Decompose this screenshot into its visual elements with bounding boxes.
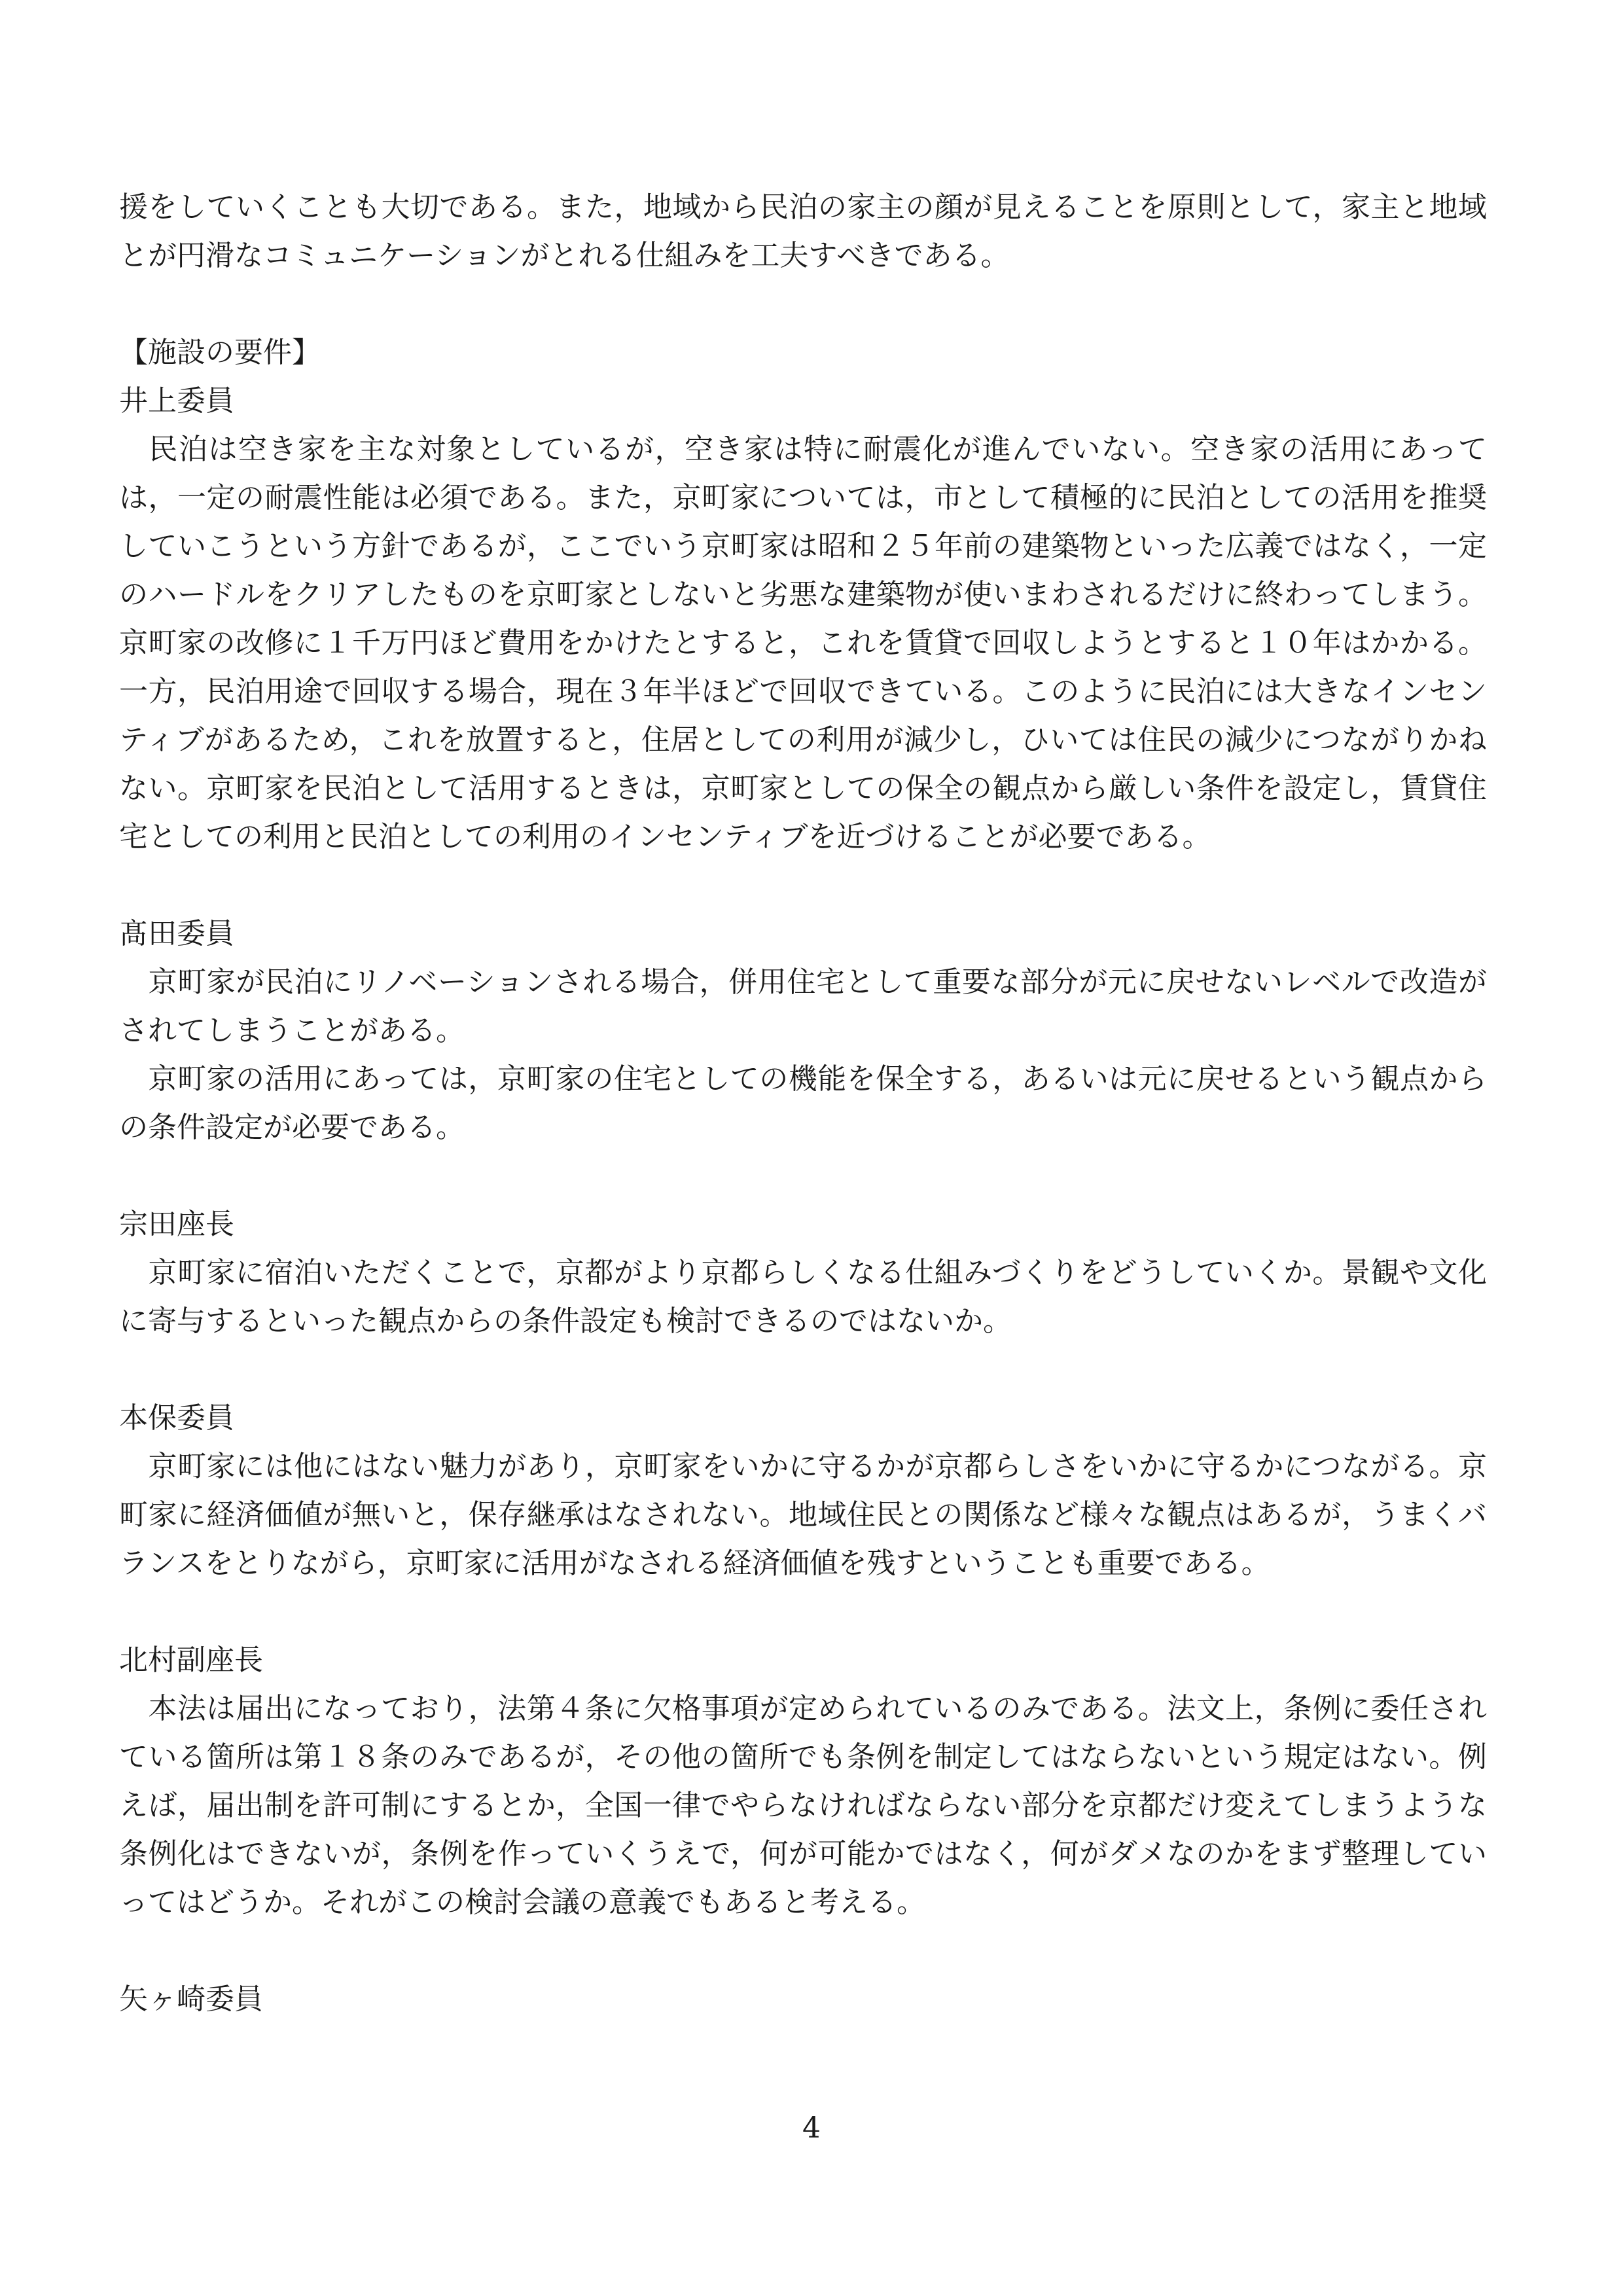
spacer <box>119 280 1487 329</box>
speaker-paragraph: 京町家の活用にあっては，京町家の住宅としての機能を保全する，あるいは元に戻せるという観点からの条件設定が必要である。 <box>119 1062 1487 1144</box>
speaker-name: 宗田座長 <box>119 1208 234 1241</box>
speaker-name: 井上委員 <box>119 384 234 418</box>
speaker-name: 本保委員 <box>119 1401 234 1435</box>
speaker-name: 北村副座長 <box>119 1643 263 1677</box>
speaker-paragraph: 京町家が民泊にリノベーションされる場合，併用住宅として重要な部分が元に戻せないレベルで改造がされてしまうことがある。 <box>119 965 1487 1047</box>
spacer <box>119 1152 1487 1200</box>
speaker-paragraph: 民泊は空き家を主な対象としているが，空き家は特に耐震化が進んでいない。空き家の活用にあっては，一定の耐震性能は必須である。また，京町家については，市として積極的に民泊としての活用を推奨していこうという方針であるが，ここでいう京町家は昭和２５年前の建築物といった広義ではなく，一定のハードルをクリアしたものを京町家としないと劣悪な建築物が使いまわされるだけに終わってしまう。京町家の改修に１千万円ほど費用をかけたとすると，これを賃貸で回収しようとすると１０年はかかる。一方，民泊用途で回収する場合，現在３年半ほどで回収できている。このように民泊には大きなインセンティブがあるため，これを放置すると，住居としての利用が減少し，ひいては住民の減少につながりかねない。京町家を民泊として活用するときは，京町家としての保全の観点から厳しい条件を設定し，賃貸住宅としての利用と民泊としての利用のインセンティブを近づけることが必要である。 <box>119 433 1487 853</box>
spacer <box>119 1588 1487 1636</box>
speaker-paragraph: 本法は届出になっており，法第４条に欠格事項が定められているのみである。法文上，条例に委任されている箇所は第１８条のみであるが，その他の箇所でも条例を制定してはならないという規定はない。例えば，届出制を許可制にするとか，全国一律でやらなければならない部分を京都だけ変えてしまうような条例化はできないが，条例を作っていくうえで，何が可能かではなく，何がダメなのかをまず整理していってはどうか。それがこの検討会議の意義でもあると考える。 <box>119 1692 1487 1919</box>
speaker-name: 矢ヶ崎委員 <box>119 1982 263 2016</box>
intro-paragraph: 援をしていくことも大切である。また，地域から民泊の家主の顔が見えることを原則として，家主と地域とが円滑なコミュニケーションがとれる仕組みを工夫すべきである。 <box>119 190 1487 272</box>
section-heading: 【施設の要件】 <box>119 336 321 369</box>
speaker-paragraph: 京町家に宿泊いただくことで，京都がより京都らしくなる仕組みづくりをどうしていくか。景観や文化に寄与するといった観点からの条件設定も検討できるのではないか。 <box>119 1256 1487 1338</box>
spacer <box>119 1346 1487 1394</box>
page-number: 4 <box>802 2111 821 2145</box>
speaker-paragraph: 京町家には他にはない魅力があり，京町家をいかに守るかが京都らしさをいかに守るかにつながる。京町家に経済価値が無いと，保存継承はなされない。地域住民との関係など様々な観点はあるが，うまくバランスをとりながら，京町家に活用がなされる経済価値を残すということも重要である。 <box>119 1450 1487 1580</box>
document-body <box>119 183 1487 2024</box>
speaker-name: 髙田委員 <box>119 917 234 950</box>
spacer <box>119 861 1487 910</box>
spacer <box>119 1927 1487 1975</box>
